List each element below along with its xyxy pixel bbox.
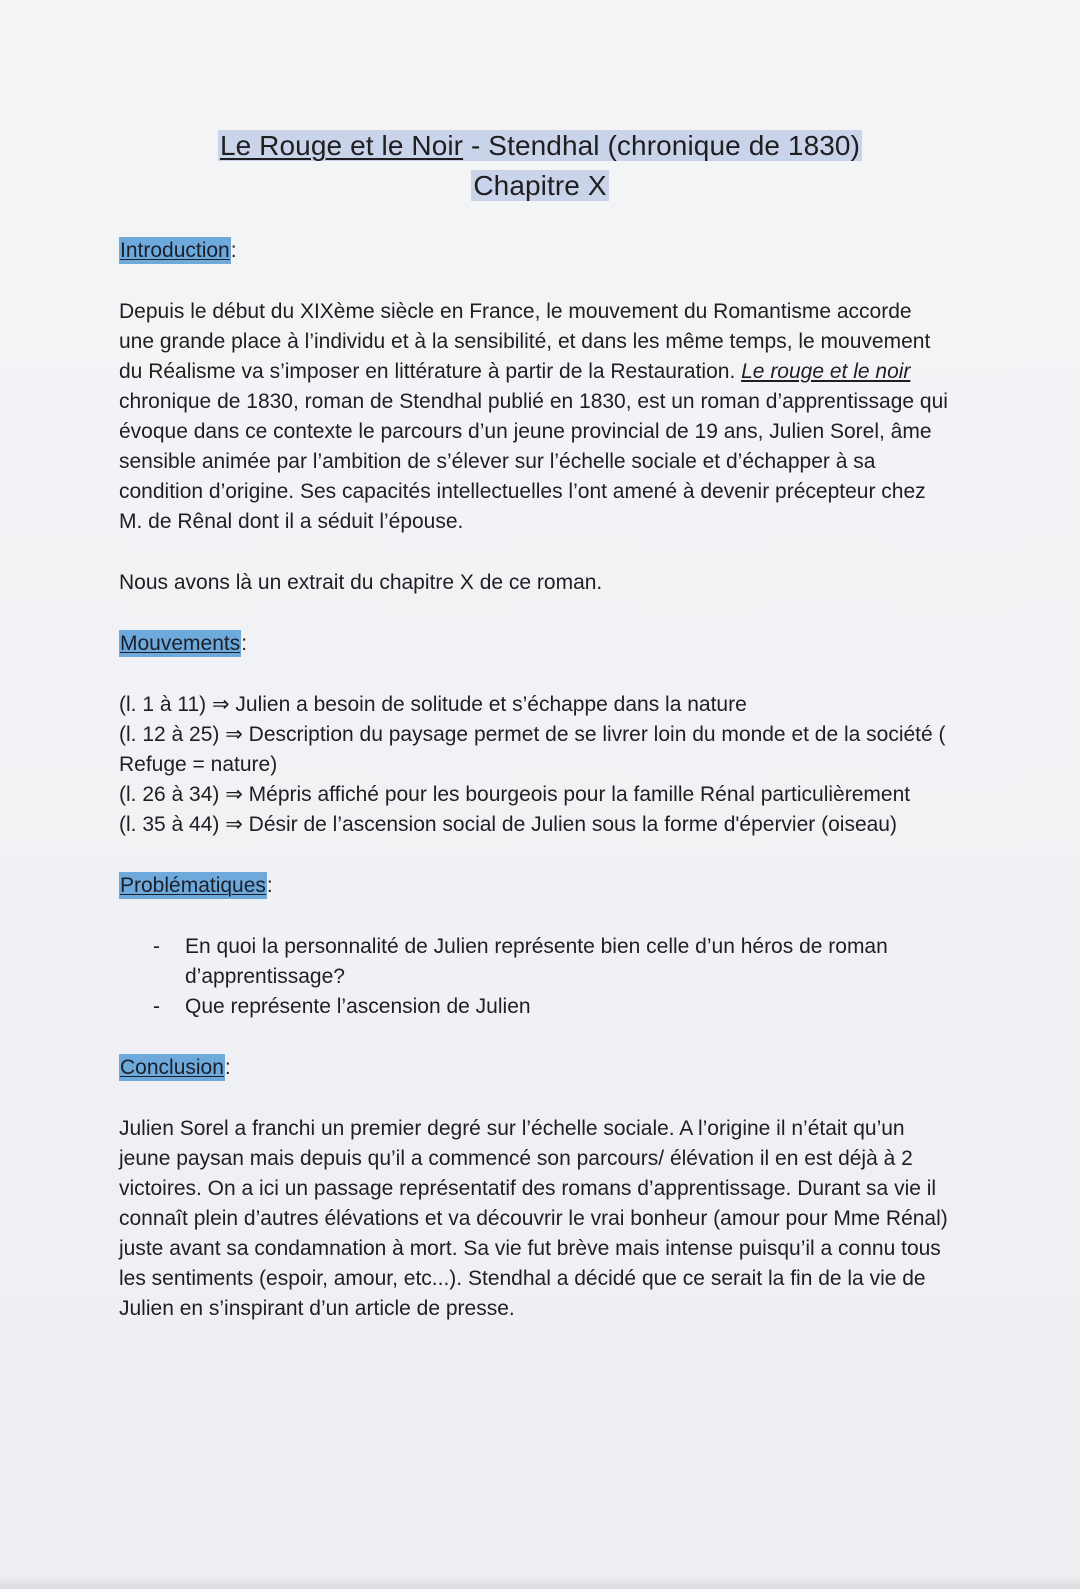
chapter-title: Chapitre X <box>473 170 607 201</box>
book-title: Le Rouge et le Noir <box>219 130 464 161</box>
title-highlight <box>218 130 862 161</box>
conclusion-paragraph: Julien Sorel a franchi un premier degré sur l’échelle sociale. A l’origine il n’était qu’un jeune paysan mais depuis qu’il a commencé son parcours/ élévation il en est déjà à 2 victoires. On a ici un passage représentatif des romans d’apprentissage. Durant sa vie il connaît plein d’autres élévations et va découvrir le vrai bonheur (amour pour Mme Rénal) juste avant sa condamnation à mort. Sa vie fut brève mais intense puisqu’il a connu tous les sentiments (espoir, amour, etc...). Stendhal a décidé que ce serait la fin de la vie de Julien en s’inspirant d’un article de presse. <box>119 1117 948 1320</box>
problematiques-list <box>119 932 949 1022</box>
document-body <box>119 236 949 1324</box>
introduction-book-title: Le rouge et le noir <box>741 360 911 383</box>
introduction-section <box>119 236 949 598</box>
conclusion-section <box>119 1053 949 1324</box>
introduction-heading: Introduction <box>120 239 230 262</box>
introduction-extract-note: Nous avons là un extrait du chapitre X de ce roman. <box>119 571 603 594</box>
page-bottom-edge <box>0 1575 1080 1589</box>
problematique-item <box>119 932 949 992</box>
mouvements-colon: : <box>241 632 248 655</box>
introduction-colon: : <box>230 239 237 262</box>
document-title <box>0 126 1080 206</box>
list-dash: - <box>153 995 160 1018</box>
conclusion-heading: Conclusion <box>120 1056 224 1079</box>
list-dash: - <box>153 935 160 958</box>
mouvements-section <box>119 629 949 840</box>
problematiques-colon: : <box>266 874 273 897</box>
mouvement-item: (l. 26 à 34) ⇒ Mépris affiché pour les bourgeois pour la famille Rénal particulièrement <box>119 783 911 806</box>
mouvements-list <box>119 690 949 840</box>
introduction-text-1: Depuis le début du XIXème siècle en France, le mouvement du Romantisme accorde une grande place à l’individu et à la sensibilité, et dans les même temps, le mouvement du Réalisme va s’imposer en littérature à partir de la Restauration. <box>119 300 931 383</box>
title-line-2 <box>0 166 1080 206</box>
title-author: - Stendhal (chronique de 1830) <box>463 130 861 161</box>
problematiques-heading: Problématiques <box>120 874 266 897</box>
conclusion-colon: : <box>224 1056 231 1079</box>
problematique-text: En quoi la personnalité de Julien représente bien celle d’un héros de roman d’apprentissage? <box>185 935 888 988</box>
mouvement-item: (l. 12 à 25) ⇒ Description du paysage permet de se livrer loin du monde et de la société ( Refuge = nature) <box>119 723 946 776</box>
problematique-text: Que représente l’ascension de Julien <box>185 995 531 1018</box>
introduction-text-2: chronique de 1830, roman de Stendhal publié en 1830, est un roman d’apprentissage qui évoque dans ce contexte le parcours d’un jeune provincial de 19 ans, Julien Sorel, âme sensible animée par l’ambition de s’élever sur l’échelle sociale et d’échapper à sa condition d’origine. Ses capacités intellectuelles l’ont amené à devenir précepteur chez M. de Rênal dont il a séduit l’épouse. <box>119 390 948 533</box>
title-line-1 <box>0 126 1080 166</box>
problematique-item <box>119 992 949 1022</box>
introduction-paragraph <box>119 297 949 537</box>
mouvements-heading: Mouvements <box>120 632 241 655</box>
problematiques-section <box>119 871 949 1022</box>
mouvement-item: (l. 1 à 11) ⇒ Julien a besoin de solitude et s’échappe dans la nature <box>119 693 747 716</box>
mouvement-item: (l. 35 à 44) ⇒ Désir de l’ascension social de Julien sous la forme d'épervier (oiseau) <box>119 813 897 836</box>
